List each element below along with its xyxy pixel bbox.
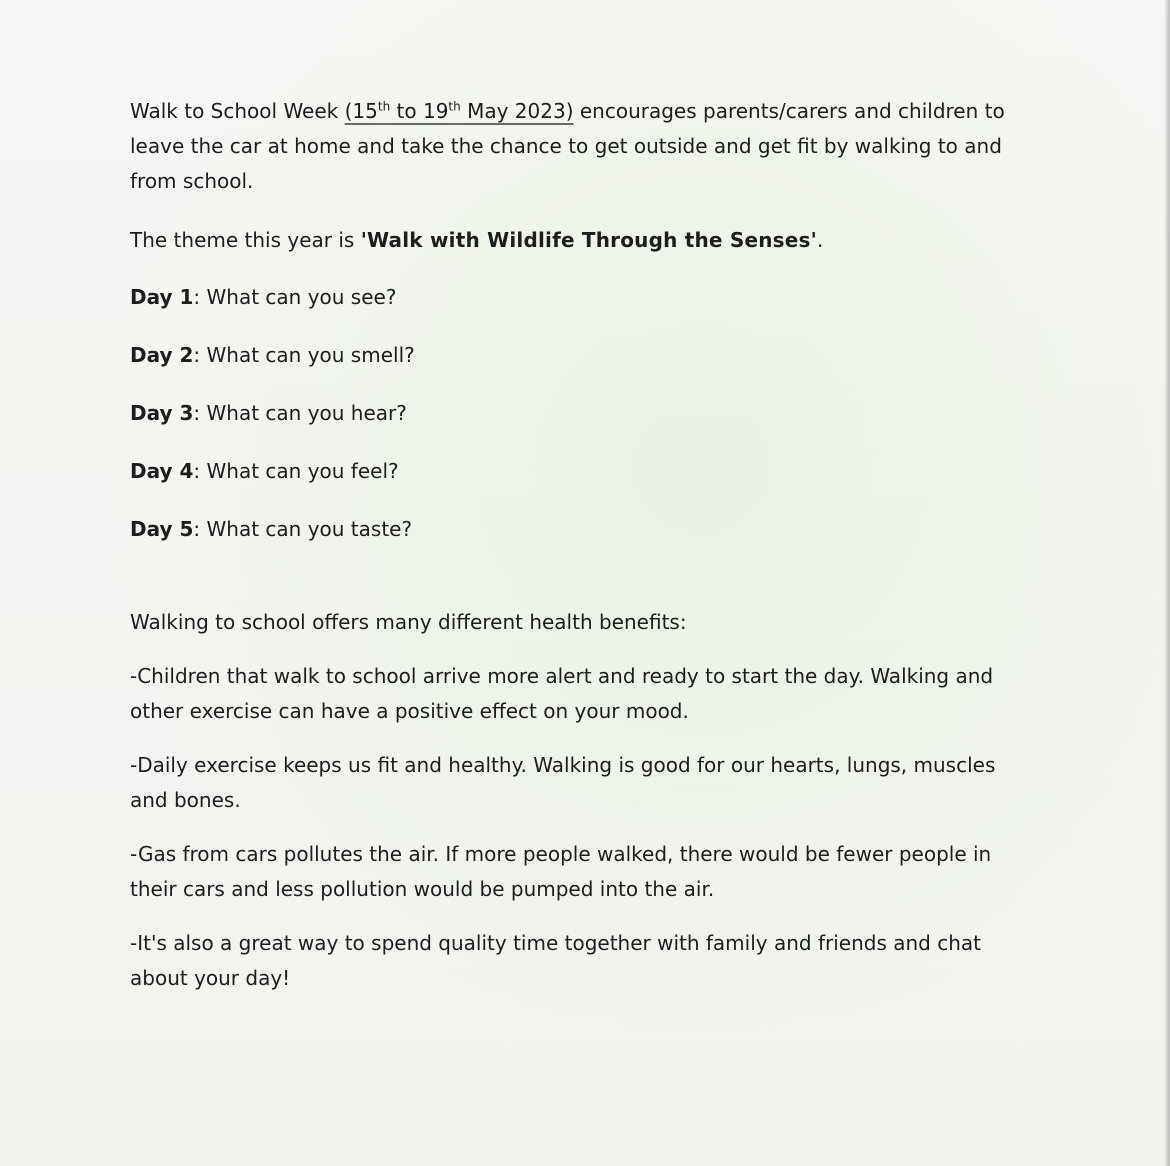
benefit-item: -Gas from cars pollutes the air. If more people walked, there would be fewer people in their cars and less pollution would be pumped into the air.: [130, 842, 992, 901]
day-question: : What can you hear?: [193, 401, 407, 425]
theme-prefix: The theme this year is: [130, 228, 361, 252]
day-question: : What can you smell?: [193, 343, 415, 367]
date-end: to 19: [390, 99, 449, 123]
theme-line: [130, 223, 1030, 258]
day-label: Day 2: [130, 343, 194, 367]
date-end-suffix: th: [448, 99, 461, 114]
intro-date-range: [345, 99, 574, 123]
intro-paragraph: [130, 94, 1030, 199]
document-body: [130, 94, 1030, 1015]
benefit-item: -Daily exercise keeps us fit and healthy. Walking is good for our hearts, lungs, muscles and bones.: [130, 753, 996, 812]
day-question: : What can you see?: [193, 285, 397, 309]
day-question: : What can you taste?: [193, 517, 413, 541]
day-label: Day 1: [130, 285, 194, 309]
intro-before: Walk to School Week: [130, 99, 345, 123]
date-month-year: May 2023): [460, 99, 574, 123]
day-label: Day 4: [130, 459, 194, 483]
day-item: [130, 280, 1030, 315]
theme-suffix: .: [816, 228, 824, 252]
date-start-suffix: th: [377, 99, 391, 114]
theme-name: 'Walk with Wildlife Through the Senses': [360, 228, 817, 252]
day-label: Day 5: [130, 517, 194, 541]
date-start: (15: [344, 99, 378, 123]
intro-after: encourages parents/carers and children to leave the car at home and take the chance to get outside and get fit by walking to and from school.: [130, 99, 1005, 193]
day-item: [130, 512, 1030, 547]
benefit-item: -Children that walk to school arrive more alert and ready to start the day. Walking and other exercise can have a positive effect on your mood.: [130, 664, 994, 723]
benefit-item: -It's also a great way to spend quality time together with family and friends and chat about your day!: [130, 931, 981, 990]
page-edge-shadow: [1164, 0, 1170, 1166]
day-item: [130, 338, 1030, 373]
day-question: : What can you feel?: [193, 459, 399, 483]
benefits-heading: Walking to school offers many different health benefits:: [130, 610, 687, 634]
day-item: [130, 454, 1030, 489]
day-label: Day 3: [130, 401, 194, 425]
day-item: [130, 396, 1030, 431]
